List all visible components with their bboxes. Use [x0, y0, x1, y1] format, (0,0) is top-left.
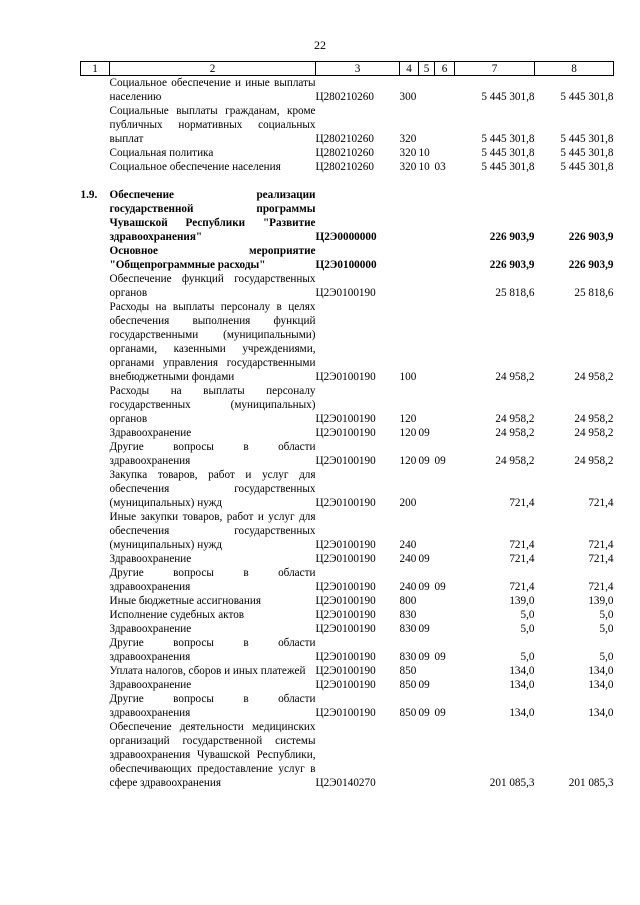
- amount-col8: 5 445 301,8: [560, 147, 614, 159]
- amount-col8: 226 903,9: [568, 231, 614, 243]
- row-name: Закупка товаров, работ и услуг для обеспечения государственных (муниципальных) нужд: [109, 469, 316, 509]
- section-code: [419, 300, 435, 384]
- header-row: [81, 62, 614, 76]
- row-name: Социальные выплаты гражданам, кроме публичных нормативных социальных выплат: [109, 105, 316, 145]
- section-code: 09: [418, 679, 430, 691]
- table-row: [81, 510, 614, 552]
- row-number: [81, 678, 110, 692]
- row-name: Уплата налогов, сборов и иных платежей: [109, 665, 306, 677]
- expense-type: 850: [399, 665, 417, 677]
- section-code: [419, 510, 435, 552]
- row-number: [81, 146, 110, 160]
- amount-col8: 5 445 301,8: [560, 91, 614, 103]
- target-code: Ц2Э0100190: [315, 455, 376, 467]
- expense-type: 300: [399, 91, 417, 103]
- amount-col8: 721,4: [588, 553, 614, 565]
- budget-table: [80, 61, 614, 790]
- row-name: Расходы на выплаты персоналу государственных (муниципальных) органов: [109, 385, 316, 425]
- subsection-code: [435, 678, 455, 692]
- amount-col8: 24 958,2: [574, 427, 614, 439]
- row-number: [81, 720, 110, 790]
- row-number: [81, 594, 110, 608]
- row-name: Обеспечение функций государственных органов: [109, 273, 316, 299]
- row-name: Иные закупки товаров, работ и услуг для обеспечения государственных (муниципальных) нужд: [109, 511, 316, 551]
- amount-col7: 5,0: [520, 609, 535, 621]
- subsection-code: 09: [434, 455, 446, 467]
- target-code: Ц2Э0100000: [315, 259, 377, 271]
- amount-col7: 5 445 301,8: [481, 147, 535, 159]
- target-code: Ц2Э0100190: [315, 371, 376, 383]
- row-number: [81, 552, 110, 566]
- amount-col7: 134,0: [509, 679, 535, 691]
- section-code: 10: [418, 147, 430, 159]
- row-name: Социальная политика: [109, 147, 214, 159]
- amount-col8: 134,0: [588, 679, 614, 691]
- table-row: [81, 244, 614, 272]
- amount-col8: 139,0: [588, 595, 614, 607]
- spacer-row: [81, 174, 614, 188]
- subsection-code: 09: [434, 651, 446, 663]
- subsection-code: [435, 426, 455, 440]
- section-code: 09: [418, 553, 430, 565]
- row-number: [81, 510, 110, 552]
- spacer-cell: [81, 174, 614, 188]
- amount-col7: 139,0: [509, 595, 535, 607]
- section-code: [419, 272, 435, 300]
- target-code: Ц2Э0100190: [315, 609, 376, 621]
- header-cell: 7: [455, 62, 535, 76]
- amount-col8: 5 445 301,8: [560, 161, 614, 173]
- page-number: 22: [314, 38, 326, 52]
- header-cell: 1: [81, 62, 110, 76]
- expense-type: [400, 720, 419, 790]
- target-code: Ц2Э0100190: [315, 595, 376, 607]
- subsection-code: [435, 552, 455, 566]
- table-row: [81, 300, 614, 384]
- header-cell: 4: [400, 62, 419, 76]
- table-row: [81, 160, 614, 174]
- table-row: [81, 664, 614, 678]
- row-number: [81, 104, 110, 146]
- subsection-code: [435, 300, 455, 384]
- section-code: 09: [418, 455, 430, 467]
- target-code: Ц2Э0100190: [315, 679, 376, 691]
- expense-type: 120: [399, 427, 417, 439]
- subsection-code: [435, 76, 455, 105]
- row-name: Здравоохранение: [109, 623, 192, 635]
- row-number: [81, 440, 110, 468]
- amount-col7: 721,4: [509, 581, 535, 593]
- header-cell: 2: [110, 62, 316, 76]
- expense-type: [400, 244, 419, 272]
- amount-col7: 24 958,2: [495, 371, 535, 383]
- row-name: Здравоохранение: [109, 679, 192, 691]
- amount-col7: 201 085,3: [489, 777, 535, 789]
- row-number: [81, 636, 110, 664]
- target-code: Ц2Э0100190: [315, 413, 376, 425]
- row-name: Иные бюджетные ассигнования: [109, 595, 261, 607]
- amount-col7: 25 818,6: [495, 287, 535, 299]
- target-code: Ц2Э0100190: [315, 497, 376, 509]
- section-code: [419, 664, 435, 678]
- section-code: [419, 608, 435, 622]
- target-code: Ц2Э0100190: [315, 707, 376, 719]
- section-code: [419, 468, 435, 510]
- target-code: Ц2Э0100190: [315, 553, 376, 565]
- row-name: Социальное обеспечение населения: [109, 161, 281, 173]
- section-code: 10: [418, 161, 430, 173]
- table-row: [81, 146, 614, 160]
- table-row: [81, 76, 614, 105]
- table-row: [81, 622, 614, 636]
- section-code: [419, 104, 435, 146]
- amount-col8: 134,0: [588, 665, 614, 677]
- amount-col8: 201 085,3: [568, 777, 614, 789]
- expense-type: 800: [399, 595, 417, 607]
- amount-col7: 24 958,2: [495, 427, 535, 439]
- amount-col7: 226 903,9: [489, 231, 535, 243]
- section-code: 09: [418, 623, 430, 635]
- subsection-code: [435, 146, 455, 160]
- subsection-code: [435, 188, 455, 244]
- row-name: Обеспечение реализации государственной программы Чувашской Республики "Развитие здравоохранения": [109, 189, 316, 243]
- target-code: Ц2Э0100190: [315, 287, 376, 299]
- expense-type: 320: [399, 161, 417, 173]
- amount-col8: 134,0: [588, 707, 614, 719]
- target-code: Ц2Э0100190: [315, 427, 376, 439]
- row-number: [81, 272, 110, 300]
- row-name: Здравоохранение: [109, 553, 192, 565]
- amount-col7: 134,0: [509, 707, 535, 719]
- expense-type: 850: [399, 679, 417, 691]
- subsection-code: [435, 622, 455, 636]
- expense-type: [400, 272, 419, 300]
- row-number: [81, 244, 110, 272]
- row-name: Расходы на выплаты персоналу в целях обеспечения выполнения функций государственными (муниципальными) органами, казенными учреждениями, органами управления государственными внебюджетными фондами: [109, 301, 316, 383]
- row-number: [81, 160, 110, 174]
- expense-type: 120: [399, 455, 417, 467]
- row-number: 1.9.: [80, 189, 98, 201]
- target-code: Ц2Э0140270: [315, 777, 376, 789]
- row-number: [81, 468, 110, 510]
- amount-col7: 134,0: [509, 665, 535, 677]
- amount-col8: 24 958,2: [574, 413, 614, 425]
- expense-type: 830: [399, 651, 417, 663]
- expense-type: 850: [399, 707, 417, 719]
- table-row: [81, 440, 614, 468]
- subsection-code: [435, 468, 455, 510]
- row-number: [81, 622, 110, 636]
- target-code: Ц2Э0000000: [315, 231, 377, 243]
- target-code: Ц280210260: [315, 147, 374, 159]
- section-code: 09: [418, 707, 430, 719]
- row-name: Социальное обеспечение и иные выплаты населению: [109, 77, 316, 103]
- table-row: [81, 636, 614, 664]
- amount-col7: 24 958,2: [495, 455, 535, 467]
- header-cell: 5: [419, 62, 435, 76]
- subsection-code: [435, 384, 455, 426]
- section-code: [419, 594, 435, 608]
- subsection-code: 09: [434, 581, 446, 593]
- row-name: Другие вопросы в области здравоохранения: [109, 637, 316, 663]
- amount-col7: 226 903,9: [489, 259, 535, 271]
- amount-col8: 25 818,6: [574, 287, 614, 299]
- row-name: Здравоохранение: [109, 427, 192, 439]
- table-row: [81, 188, 614, 244]
- target-code: Ц2Э0100190: [315, 665, 376, 677]
- subsection-code: [435, 594, 455, 608]
- section-code: [419, 384, 435, 426]
- amount-col7: 5 445 301,8: [481, 161, 535, 173]
- row-number: [81, 384, 110, 426]
- expense-type: 200: [399, 497, 417, 509]
- expense-type: 240: [399, 539, 417, 551]
- expense-type: 320: [399, 147, 417, 159]
- amount-col7: 721,4: [509, 497, 535, 509]
- amount-col8: 24 958,2: [574, 455, 614, 467]
- target-code: Ц2Э0100190: [315, 651, 376, 663]
- amount-col7: 24 958,2: [495, 413, 535, 425]
- row-number: [81, 76, 110, 105]
- subsection-code: [435, 608, 455, 622]
- amount-col8: 5,0: [599, 609, 614, 621]
- section-code: [419, 720, 435, 790]
- section-code: [419, 188, 435, 244]
- subsection-code: [435, 244, 455, 272]
- header-cell: 6: [435, 62, 455, 76]
- table-row: [81, 468, 614, 510]
- section-code: 09: [418, 651, 430, 663]
- row-name: Другие вопросы в области здравоохранения: [109, 693, 316, 719]
- target-code: Ц280210260: [315, 161, 374, 173]
- subsection-code: [435, 104, 455, 146]
- row-number: [81, 566, 110, 594]
- amount-col8: 721,4: [588, 581, 614, 593]
- amount-col8: 5 445 301,8: [560, 133, 614, 145]
- target-code: Ц2Э0100190: [315, 623, 376, 635]
- table-row: [81, 678, 614, 692]
- table-row: [81, 692, 614, 720]
- amount-col7: 5,0: [520, 651, 535, 663]
- amount-col7: 721,4: [509, 539, 535, 551]
- row-name: Обеспечение деятельности медицинских организаций государственной системы здравоохранения Чувашской Республики, обеспечивающих предоставление услуг в сфере здравоохранения: [109, 721, 316, 789]
- table-row: [81, 608, 614, 622]
- target-code: Ц280210260: [315, 91, 374, 103]
- amount-col7: 5 445 301,8: [481, 91, 535, 103]
- expense-type: 830: [399, 623, 417, 635]
- expense-type: 830: [399, 609, 417, 621]
- expense-type: 240: [399, 553, 417, 565]
- amount-col8: 24 958,2: [574, 371, 614, 383]
- section-code: 09: [418, 427, 430, 439]
- amount-col8: 721,4: [588, 497, 614, 509]
- section-code: 09: [418, 581, 430, 593]
- section-code: [419, 244, 435, 272]
- row-number: [81, 300, 110, 384]
- row-name: Другие вопросы в области здравоохранения: [109, 567, 316, 593]
- expense-type: 320: [399, 133, 417, 145]
- row-name: Исполнение судебных актов: [109, 609, 245, 621]
- subsection-code: 09: [434, 707, 446, 719]
- amount-col8: 721,4: [588, 539, 614, 551]
- amount-col8: 5,0: [599, 651, 614, 663]
- amount-col7: 721,4: [509, 553, 535, 565]
- target-code: Ц280210260: [315, 133, 374, 145]
- row-name: Основное мероприятие "Общепрограммные расходы": [109, 245, 316, 271]
- table-row: [81, 594, 614, 608]
- row-name: Другие вопросы в области здравоохранения: [109, 441, 316, 467]
- subsection-code: [435, 664, 455, 678]
- amount-col7: 5 445 301,8: [481, 133, 535, 145]
- table-row: [81, 552, 614, 566]
- row-number: [81, 692, 110, 720]
- target-code: Ц2Э0100190: [315, 581, 376, 593]
- table-row: [81, 384, 614, 426]
- target-code: Ц2Э0100190: [315, 539, 376, 551]
- row-number: [81, 664, 110, 678]
- table-row: [81, 426, 614, 440]
- amount-col8: 5,0: [599, 623, 614, 635]
- header-cell: 3: [316, 62, 400, 76]
- expense-type: 100: [399, 371, 417, 383]
- amount-col8: 226 903,9: [568, 259, 614, 271]
- subsection-code: 03: [434, 161, 446, 173]
- table-row: [81, 104, 614, 146]
- table-row: [81, 272, 614, 300]
- table-row: [81, 566, 614, 594]
- amount-col7: 5,0: [520, 623, 535, 635]
- table-row: [81, 720, 614, 790]
- section-code: [419, 76, 435, 105]
- subsection-code: [435, 510, 455, 552]
- expense-type: 240: [399, 581, 417, 593]
- row-number: [81, 426, 110, 440]
- expense-type: 120: [399, 413, 417, 425]
- subsection-code: [435, 720, 455, 790]
- row-number: [81, 608, 110, 622]
- subsection-code: [435, 272, 455, 300]
- expense-type: [400, 188, 419, 244]
- header-cell: 8: [535, 62, 614, 76]
